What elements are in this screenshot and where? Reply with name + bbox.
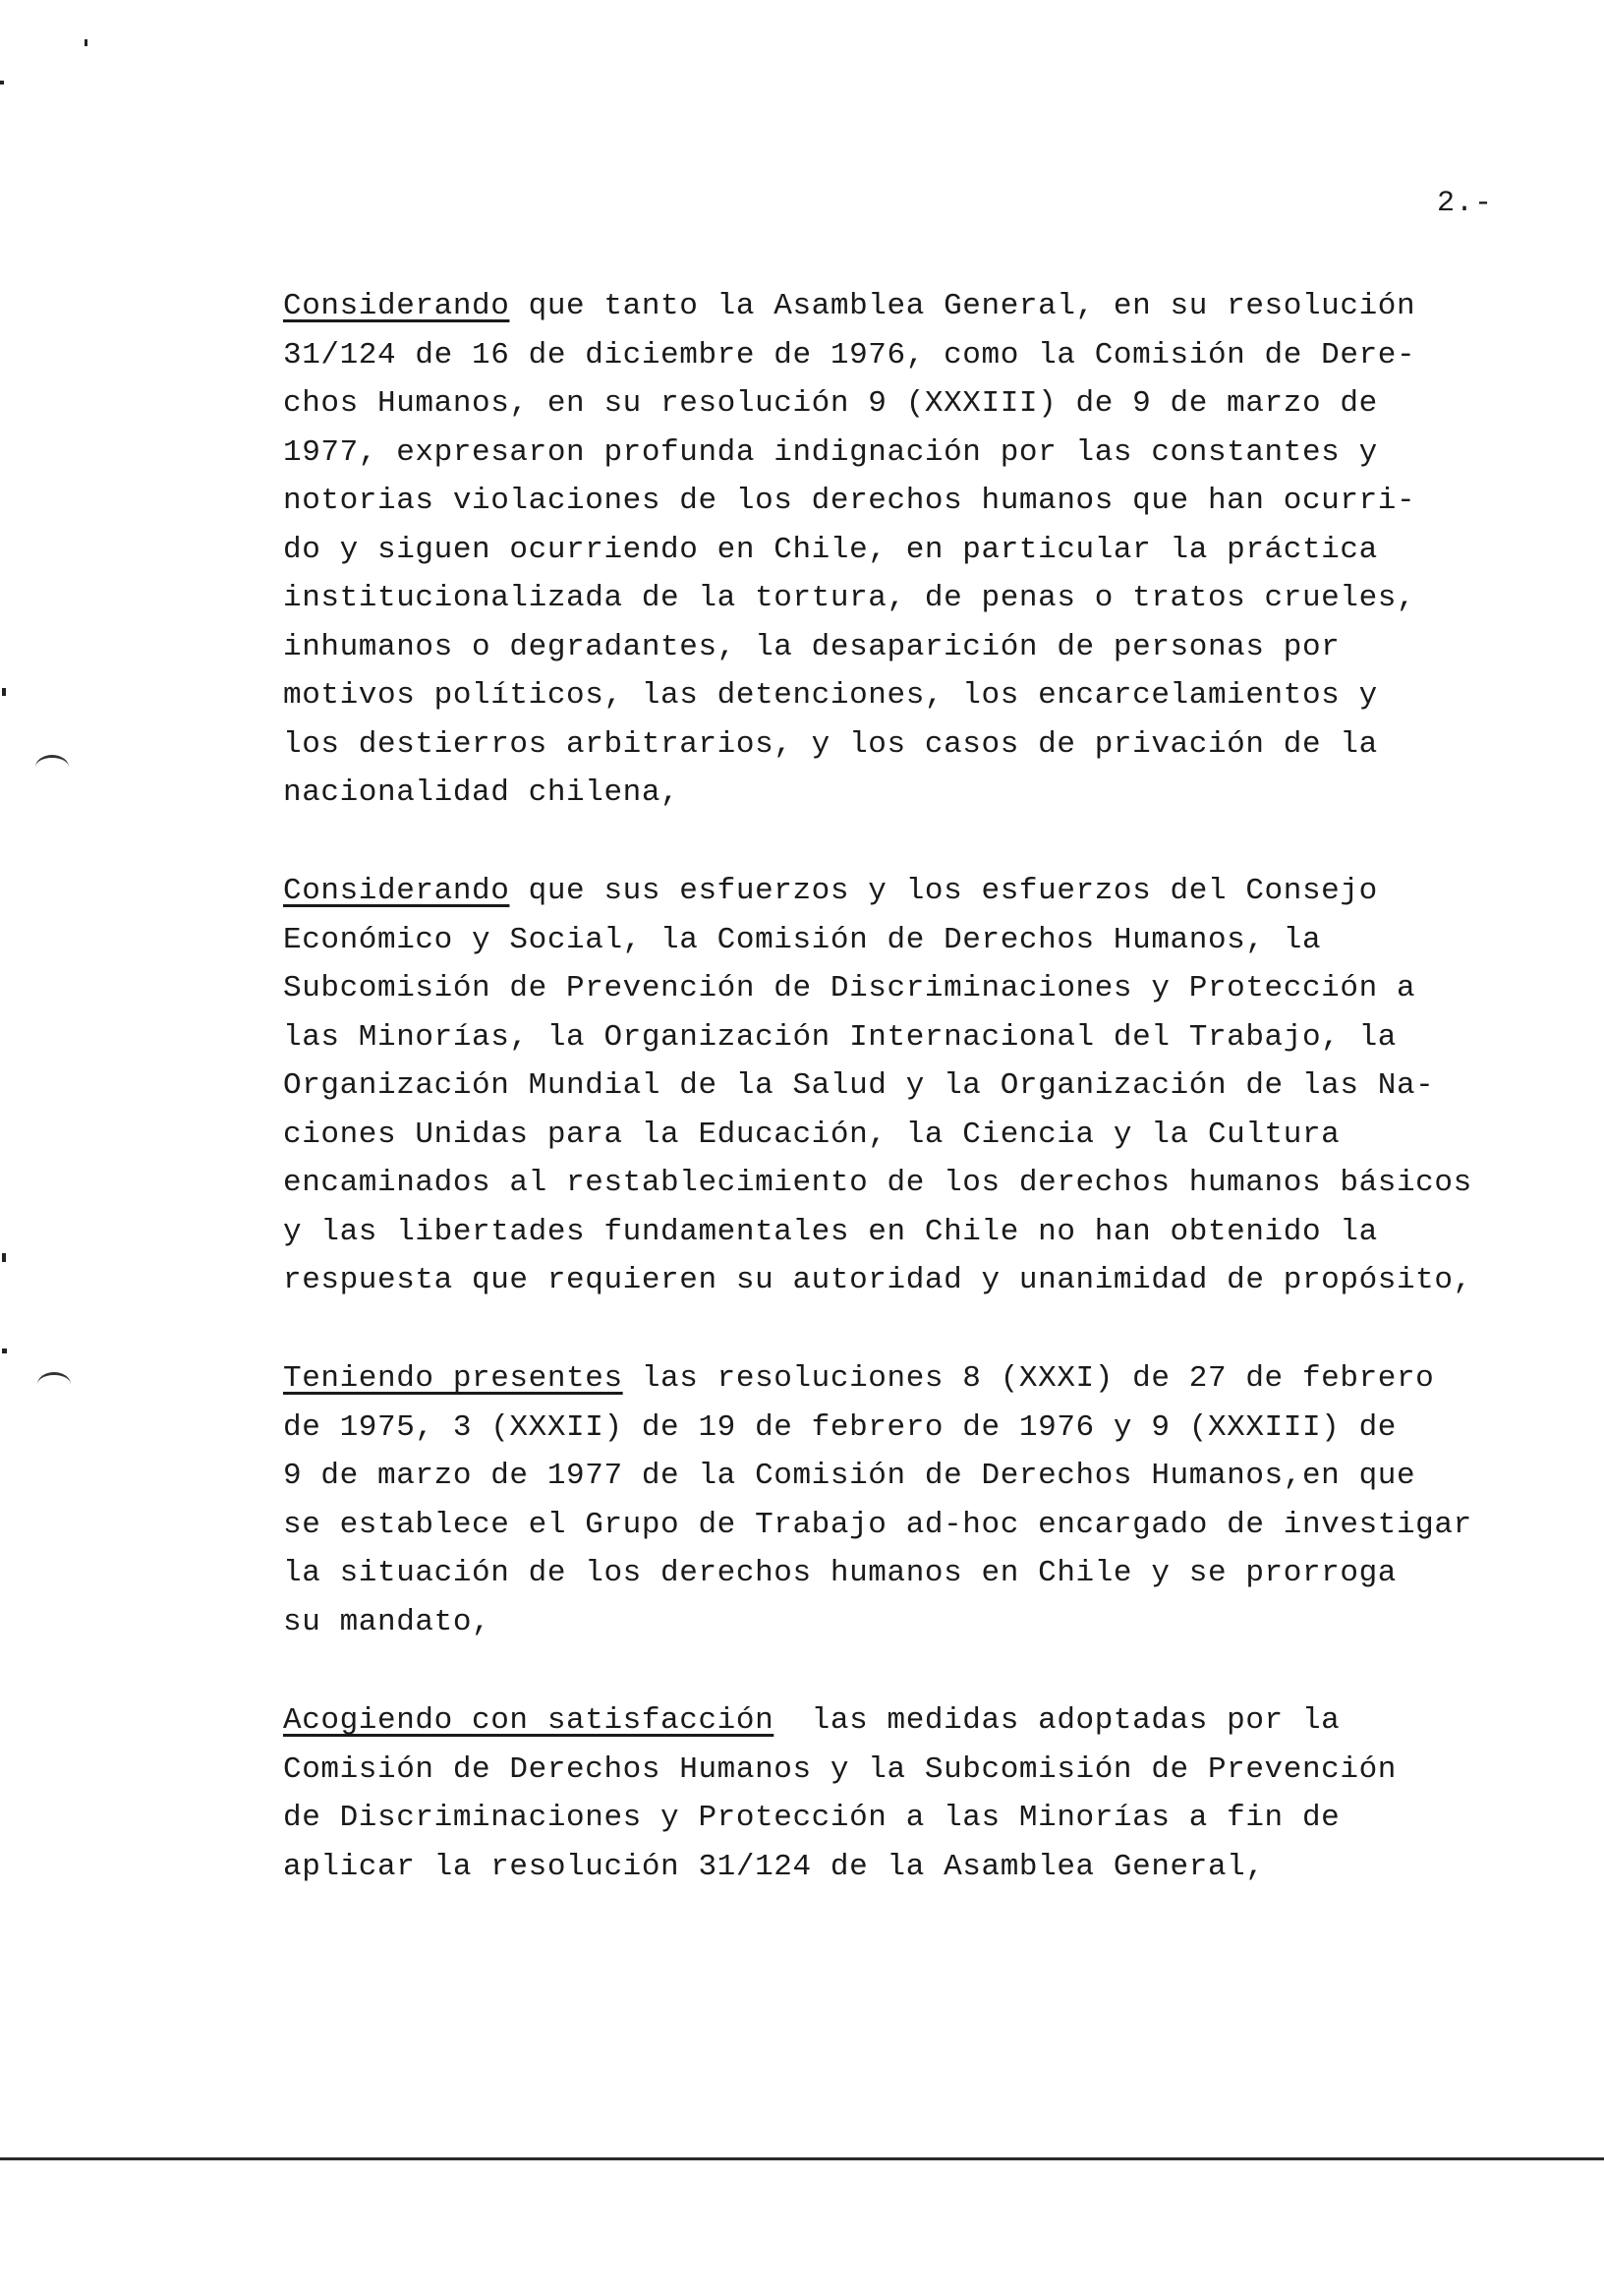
paragraph-line: inhumanos o degradantes, la desaparición de personas por <box>283 629 1341 664</box>
paragraph-2 <box>283 867 1551 1305</box>
paragraph-line: su mandato, <box>283 1604 491 1639</box>
paragraph-line: Considerando que sus esfuerzos y los esfuerzos del Consejo <box>283 874 1378 908</box>
paragraph-line: aplicar la resolución 31/124 de la Asamblea General, <box>283 1849 1265 1884</box>
paragraph-line: de Discriminaciones y Protección a las Minorías a fin de <box>283 1801 1341 1835</box>
paragraph-line: do y siguen ocurriendo en Chile, en particular la práctica <box>283 532 1378 567</box>
page-number: 2.- <box>1437 187 1494 220</box>
paragraph-line: institucionalizada de la tortura, de penas o tratos crueles, <box>283 581 1416 615</box>
paragraph-1 <box>283 282 1551 818</box>
paragraph-line: 1977, expresaron profunda indignación por las constantes y <box>283 434 1378 470</box>
paragraph-line: Acogiendo con satisfacción las medidas adoptadas por la <box>283 1703 1341 1738</box>
paragraph-lead: Considerando <box>283 874 510 908</box>
hole-punch-mark <box>35 755 69 779</box>
hole-punch-mark <box>37 1372 71 1397</box>
scan-speck <box>2 1253 6 1262</box>
paragraph-4 <box>283 1696 1551 1891</box>
scan-speck <box>85 39 87 46</box>
paragraph-line: Teniendo presentes las resoluciones 8 (XXXI) de 27 de febrero <box>283 1361 1435 1396</box>
paragraph-line: Comisión de Derechos Humanos y la Subcomisión de Prevención <box>283 1751 1397 1787</box>
scan-speck <box>2 1349 7 1353</box>
paragraph-line: notorias violaciones de los derechos humanos que han ocurri- <box>283 484 1416 518</box>
paragraph-line: 9 de marzo de 1977 de la Comisión de Derechos Humanos,en que <box>283 1459 1416 1493</box>
paragraph-line: de 1975, 3 (XXXII) de 19 de febrero de 1976 y 9 (XXXIII) de <box>283 1409 1397 1445</box>
paragraph-lead: Teniendo presentes <box>283 1361 623 1396</box>
paragraph-lead: Considerando <box>283 289 510 323</box>
paragraph-line: respuesta que requieren su autoridad y unanimidad de propósito, <box>283 1263 1472 1297</box>
bottom-rule <box>0 2157 1604 2160</box>
paragraph-line: encaminados al restablecimiento de los derechos humanos básicos <box>283 1166 1472 1200</box>
scan-speck <box>2 688 6 696</box>
scan-speck <box>0 81 4 85</box>
paragraph-line: Económico y Social, la Comisión de Derechos Humanos, la <box>283 922 1322 957</box>
paragraph-line: motivos políticos, las detenciones, los encarcelamientos y <box>283 678 1378 713</box>
paragraph-line: ciones Unidas para la Educación, la Ciencia y la Cultura <box>283 1117 1341 1152</box>
paragraph-3 <box>283 1354 1551 1646</box>
paragraph-line: Considerando que tanto la Asamblea General, en su resolución <box>283 289 1416 323</box>
paragraph-line: nacionalidad chilena, <box>283 775 680 810</box>
paragraph-line: se establece el Grupo de Trabajo ad-hoc encargado de investigar <box>283 1507 1472 1542</box>
paragraph-lead: Acogiendo con satisfacción <box>283 1703 774 1738</box>
paragraph-line: los destierros arbitrarios, y los casos de privación de la <box>283 726 1378 762</box>
paragraph-line: 31/124 de 16 de diciembre de 1976, como la Comisión de Dere- <box>283 337 1416 373</box>
paragraph-line: chos Humanos, en su resolución 9 (XXXIII) de 9 de marzo de <box>283 386 1378 421</box>
paragraph-line: Organización Mundial de la Salud y la Organización de las Na- <box>283 1068 1435 1103</box>
paragraph-line: Subcomisión de Prevención de Discriminaciones y Protección a <box>283 971 1416 1005</box>
paragraph-line: las Minorías, la Organización Internacional del Trabajo, la <box>283 1019 1397 1055</box>
paragraph-line: la situación de los derechos humanos en Chile y se prorroga <box>283 1556 1397 1590</box>
paragraph-line: y las libertades fundamentales en Chile no han obtenido la <box>283 1214 1378 1249</box>
